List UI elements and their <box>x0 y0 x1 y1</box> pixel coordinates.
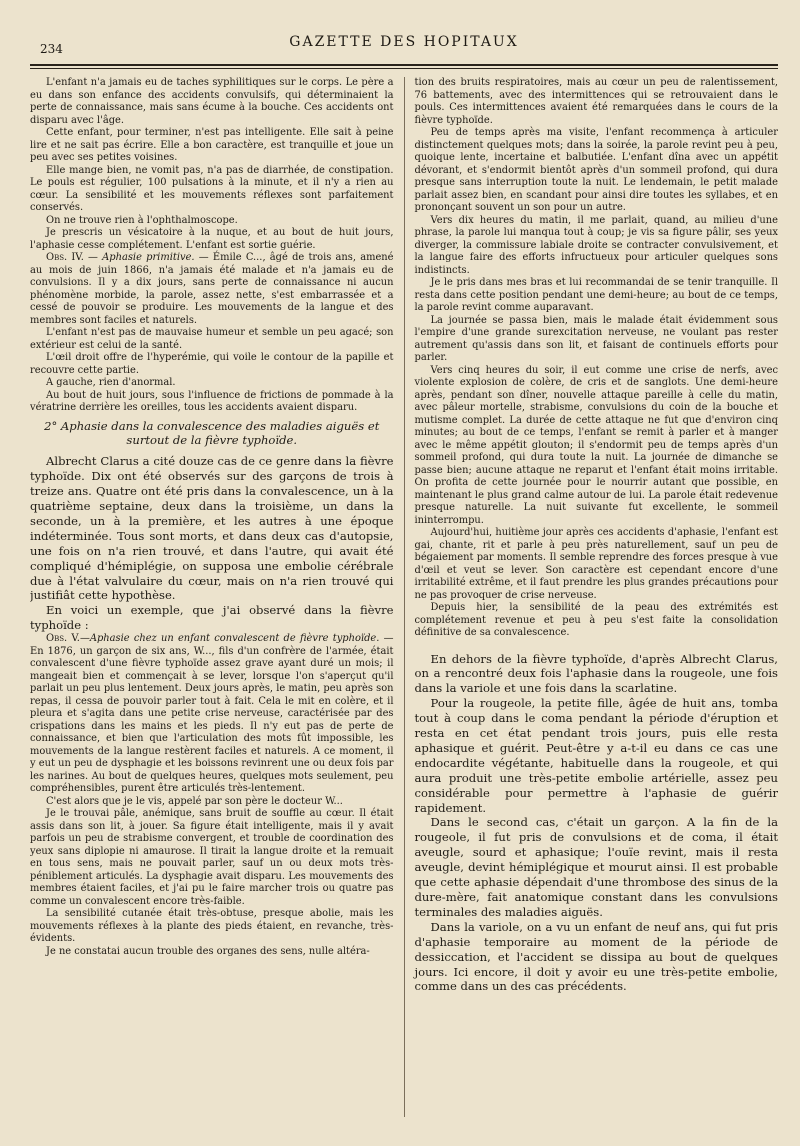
paragraph: Pour la rougeole, la petite fille, âgée de huit ans, tomba tout à coup dans le coma pendant la période d'éruption et resta en cet état pendant trois jours, puis elle resta aphasique et guérit. Peut-être y a-t-il eu dans ce cas une endocardite végétante, habituelle dans la rougeole, et qui aura produit une très-petite embolie artérielle, assez peu considérable pour permettre à l'aphasie de guérir rapidement. <box>414 696 778 815</box>
left-column <box>30 77 405 1117</box>
observation-text: — Émile C..., âgé de trois ans, amené au mois de juin 1866, n'a jamais été malade et n'a jamais eu de convulsions. Il y a dix jours, sans perte de connaissance ni aucun phénomène morbide, la parole, assez nette, s'est embarrassée et a cessé de pouvoir se produire. Les mouvements de la langue et des membres sont faciles et naturels. <box>30 252 394 326</box>
paragraph: Aujourd'hui, huitième jour après ces accidents d'aphasie, l'enfant est gai, chante, rit et parle à peu près naturellement, sauf un peu de bégaiement par moments. Il semble reprendre des forces presque à vue d'œil et veut se lever. Son caractère est cependant encore d'une irritabilité extrême, et il faut prendre les plus grandes précautions pour ne pas provoquer de crise nerveuse. <box>414 527 778 601</box>
paragraph: Vers dix heures du matin, il me parlait, quand, au milieu d'une phrase, la parole lui manqua tout à coup; je vis sa figure pâlir, ses yeux diverger, la commissure labiale droite se contracter convulsivement, et la langue faire des efforts infructueux pour articuler quelques sons indistincts. <box>414 214 778 276</box>
paragraph: L'enfant n'a jamais eu de taches syphilitiques sur le corps. Le père a eu dans son enfance des accidents convulsifs, qui déterminaient la perte de connaissance, mais sans écume à la bouche. Ces accidents ont disparu avec l'âge. <box>30 77 394 126</box>
observation-label: Obs. V. <box>46 633 80 645</box>
observation-label: Obs. IV. <box>46 252 84 263</box>
paragraph: Depuis hier, la sensibilité de la peau des extrémités est complétement revenue et peu à peu s'est faite la consolidation définitive de sa convalescence. <box>414 602 778 638</box>
paragraph: Je prescris un vésicatoire à la nuque, et au bout de huit jours, l'aphasie cesse complétement. L'enfant est sortie guérie. <box>30 227 394 251</box>
paragraph: La sensibilité cutanée était très-obtuse, presque abolie, mais les mouvements réflexes à la plante des pieds étaient, en revanche, très-évidents. <box>30 908 394 945</box>
paragraph: Vers cinq heures du soir, il eut comme une crise de nerfs, avec violente explosion de colère, de cris et de sanglots. Une demi-heure après, pendant son dîner, nouvelle attaque pareille à celle du matin, avec pâleur mortelle, strabisme, convulsions du coin de la bouche et mutisme complet. La durée de cette attaque ne fut que d'environ cinq minutes; au bout de ce temps, l'enfant se remit à parler et à manger avec le même appétit glouton; il s'endormit peu de temps après d'un sommeil profond, qui dura toute la nuit. La journée de dimanche se passe bien; aucune attaque ne reparut et l'enfant était moins irritable. On profita de cette journée pour le nourrir autant que possible, en maintenant le plus grand calme autour de lui. La parole était redevenue presque naturelle. La nuit suivante fut excellente, le sommeil ininterrompu. <box>414 364 778 526</box>
paragraph: L'enfant n'est pas de mauvaise humeur et semble un peu agacé; son extérieur est celui de la santé. <box>30 327 394 351</box>
text-columns <box>30 77 778 1117</box>
paragraph: Je le trouvai pâle, anémique, sans bruit de souffle au cœur. Il était assis dans son lit, à jouer. Sa figure était intelligente, mais il y avait parfois un peu de strabisme convergent, et trouble de coordination des yeux sans diplopie ni amaurose. Il tirait la langue droite et la remuait en tous sens, mais ne pouvait parler, sauf un ou deux mots très-péniblement articulés. La dysphagie avait disparu. Les mouvements des membres étaient faciles, et j'ai pu le faire marcher trois ou quatre pas comme un convalescent encore très-faible. <box>30 808 394 907</box>
observation-iv: Obs. IV. — Aphasie primitive. — Émile C..., âgé de trois ans, amené au mois de juin 1866, n'a jamais été malade et n'a jamais eu de convulsions. Il y a dix jours, sans perte de connaissance ni aucun phénomène morbide, la parole, assez nette, s'est embarrassée et a cessé de pouvoir se produire. Les mouvements de la langue et des membres sont faciles et naturels. <box>30 252 394 326</box>
paragraph: Je ne constatai aucun trouble des organes des sens, nulle altéra- <box>46 945 370 957</box>
section-gap <box>415 640 779 652</box>
page-header <box>30 20 778 60</box>
section-heading: 2° Aphasie dans la convalescence des maladies aiguës et surtout de la fièvre typhoïde. <box>44 418 380 448</box>
observation-text: — En 1876, un garçon de six ans, W..., fils d'un confrère de l'armée, était convalescent d'une fièvre typhoïde assez grave ayant duré un mois; il mangeait bien et commençait à se lever, lorsque l'on s'aperçut qu'il parlait un peu plus lentement. Deux jours après, le matin, peu après son repas, il cessa de pouvoir parler tout à fait. Cela le mit en colère, et il pleura et s'agita dans une petite crise nerveuse, caractérisée par des crispations dans les mains et les pieds. Il n'y eut pas de perte de connaissance, et bien que l'articulation des mots fût impossible, les mouvements de la langue restèrent faciles et naturels. A ce moment, il y eut un peu de dysphagie et les boissons revinrent une ou deux fois par les narines. Au bout de quelques heures, quelques mots seulement, peu compréhensibles, purent être articulés très-lentement. <box>30 633 394 795</box>
paragraph: Peu de temps après ma visite, l'enfant recommença à articuler distinctement quelques mots; dans la soirée, la parole revint peu à peu, quoique lente, incertaine et balbutiée. L'enfant dîna avec un appétit dévorant, et s'endormit bientôt après d'un sommeil profond, qui dura presque sans interruption toute la nuit. Le lendemain, le petit malade parlait assez bien, en scandant pour ainsi dire toutes les syllabes, et en prononçant souvent un son pour un autre. <box>414 127 778 213</box>
paragraph: C'est alors que je le vis, appelé par son père le docteur W... <box>46 795 343 807</box>
paragraph: Je le pris dans mes bras et lui recommandai de se tenir tranquille. Il resta dans cette position pendant une demi-heure; au bout de ce temps, la parole revint comme auparavant. <box>414 277 778 313</box>
paragraph: En voici un exemple, que j'ai observé dans la fièvre typhoïde : <box>30 603 394 633</box>
paragraph: Dans le second cas, c'était un garçon. A la fin de la rougeole, il fut pris de convulsions et de coma, il était aveugle, sourd et aphasique; l'ouïe revint, mais il resta aveugle, devint hémiplégique et mourut ainsi. Il est probable que cette aphasie dépendait d'une thrombose des sinus de la dure-mère, fait anatomique constant dans les convulsions terminales des maladies aiguës. <box>414 815 778 919</box>
paragraph: Elle mange bien, ne vomit pas, n'a pas de diarrhée, de constipation. Le pouls est régulier, 100 pulsations à la minute, et il n'y a rien au cœur. La sensibilité et les mouvements réflexes sont parfaitement conservés. <box>30 164 394 213</box>
paragraph: En dehors de la fièvre typhoïde, d'après Albrecht Clarus, on a rencontré deux fois l'aphasie dans la rougeole, une fois dans la variole et une fois dans la scarlatine. <box>414 651 778 696</box>
observation-title: Aphasie primitive. <box>102 252 195 263</box>
journal-title: GAZETTE DES HOPITAUX <box>289 34 519 50</box>
paragraph: Albrecht Clarus a cité douze cas de ce genre dans la fièvre typhoïde. Dix ont été observés sur des garçons de trois à treize ans. Quatre ont été pris dans la convalescence, un à la quatrième septaine, deux dans la troisième, un dans la seconde, un à la première, et les autres à une époque indéterminée. Tous sont morts, et dans deux cas d'autopsie, une fois on n'a rien trouvé, et dans l'autre, qui avait été compliqué d'hémiplégie, on supposa une embolie cérébrale due à l'état valvulaire du cœur, mais on n'a rien trouvé qui justifiât cette hypothèse. <box>30 454 394 603</box>
paragraph: tion des bruits respiratoires, mais au cœur un peu de ralentissement, 76 battements, avec des intermittences qui se retrouvaient dans le pouls. Ces intermittences avaient été remarquées dans le cours de la fièvre typhoïde. <box>414 77 778 126</box>
paragraph: La journée se passa bien, mais le malade était évidemment sous l'empire d'une grande surexcitation nerveuse, ne voulant pas rester autrement qu'assis dans son lit, et faisant de continuels efforts pour parler. <box>414 314 778 363</box>
page-number: 234 <box>40 42 63 56</box>
right-column <box>405 77 779 1117</box>
paragraph: On ne trouve rien à l'ophthalmoscope. <box>46 214 238 226</box>
paragraph: Dans la variole, on a vu un enfant de neuf ans, qui fut pris d'aphasie temporaire au moment de la période de dessiccation, et l'accident se dissipa au bout de quelques jours. Ici encore, il doit y avoir eu une très-petite embolie, comme dans un des cas précédents. <box>414 919 778 994</box>
paragraph: Cette enfant, pour terminer, n'est pas intelligente. Elle sait à peine lire et ne sait pas écrire. Elle a bon caractère, est tranquille et joue un peu avec ses petites voisines. <box>30 127 394 163</box>
observation-title: Aphasie chez un enfant convalescent de fièvre typhoïde. <box>89 633 380 645</box>
header-rule <box>30 64 778 69</box>
paragraph: A gauche, rien d'anormal. <box>46 377 176 388</box>
paragraph: L'œil droit offre de l'hyperémie, qui voile le contour de la papille et recouvre cette partie. <box>30 352 394 376</box>
observation-v: Obs. V.—Aphasie chez un enfant convalescent de fièvre typhoïde. — En 1876, un garçon de six ans, W..., fils d'un confrère de l'armée, était convalescent d'une fièvre typhoïde assez grave ayant duré un mois; il mangeait bien et commençait à se lever, lorsque l'on s'aperçut qu'il parlait un peu plus lentement. Deux jours après, le matin, peu après son repas, il cessa de pouvoir parler tout à fait. Cela le mit en colère, et il pleura et s'agita dans une petite crise nerveuse, caractérisée par des crispations dans les mains et les pieds. Il n'y eut pas de perte de connaissance, et bien que l'articulation des mots fût impossible, les mouvements de la langue restèrent faciles et naturels. A ce moment, il y eut un peu de dysphagie et les boissons revinrent une ou deux fois par les narines. Au bout de quelques heures, quelques mots seulement, peu compréhensibles, purent être articulés très-lentement. <box>30 633 394 795</box>
paragraph: Au bout de huit jours, sous l'influence de frictions de pommade à la vératrine derrière les oreilles, tous les accidents avaient disparu. <box>30 389 394 413</box>
